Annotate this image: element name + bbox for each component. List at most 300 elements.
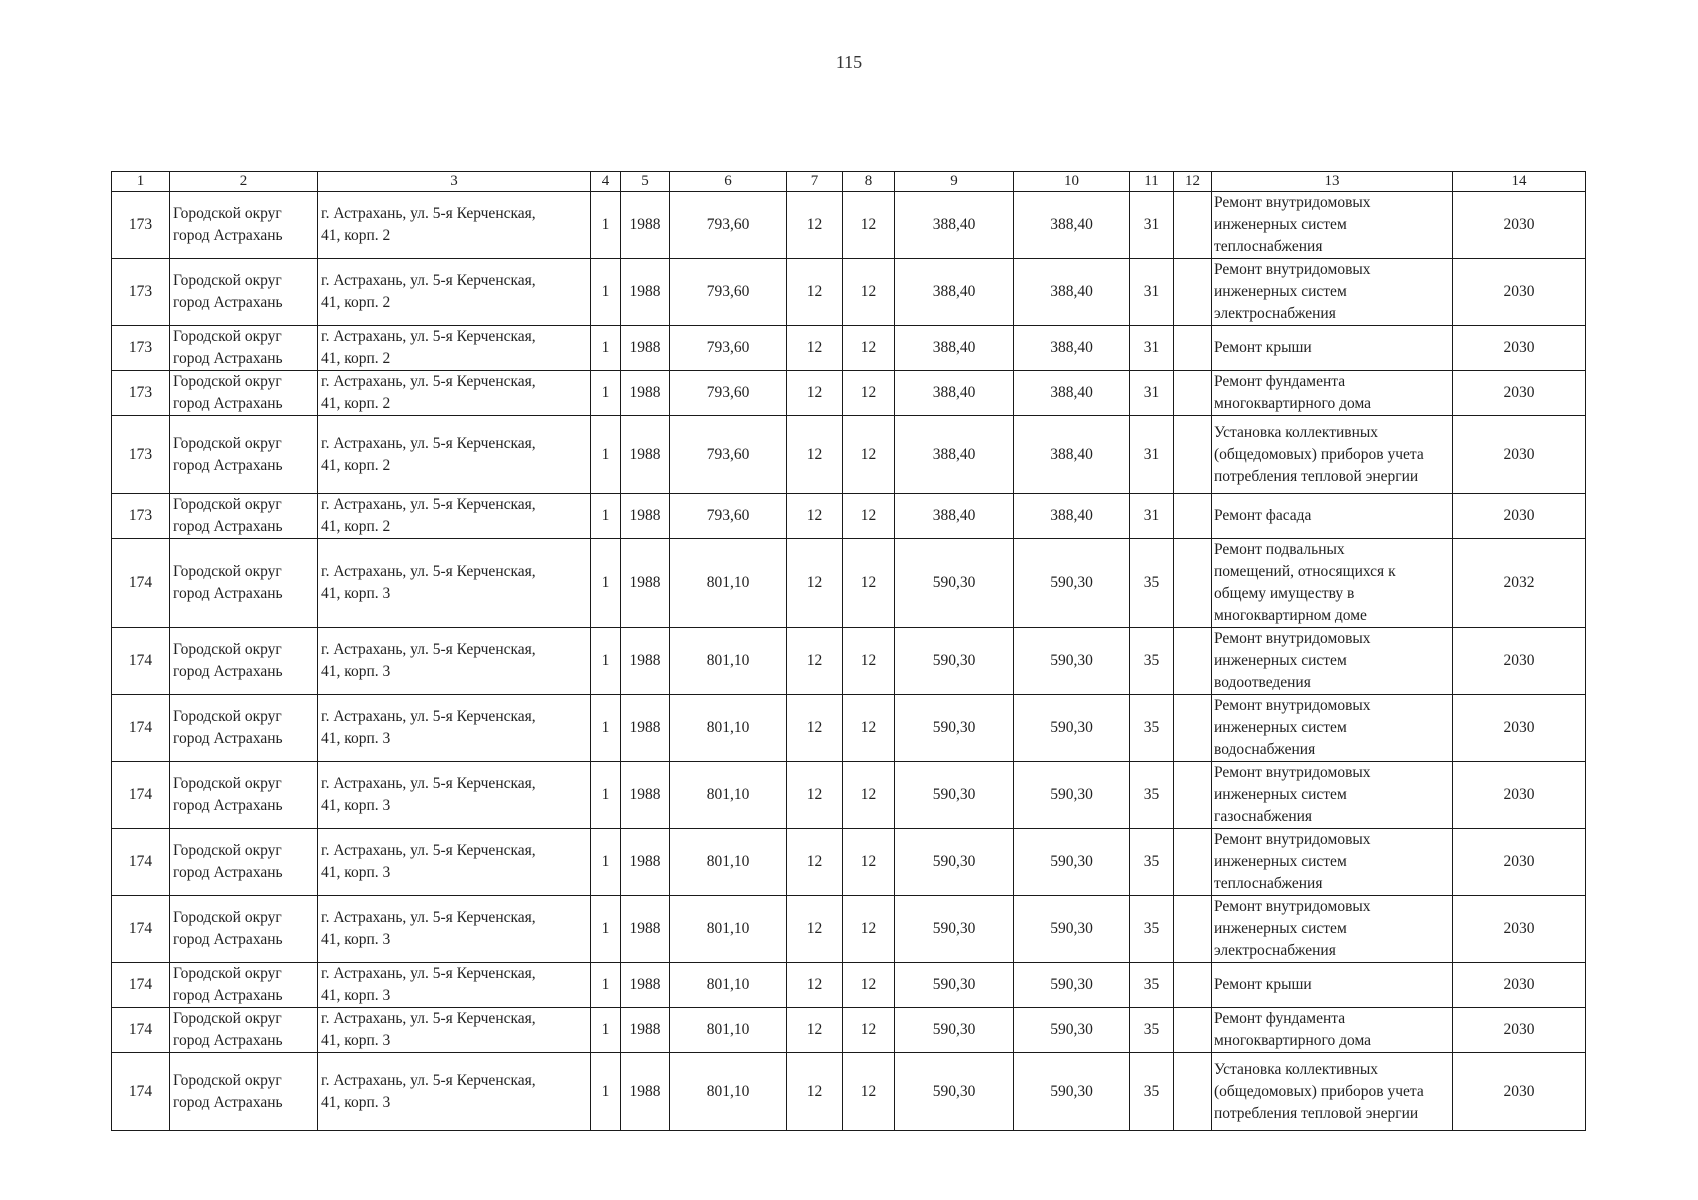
municipality-cell bbox=[170, 326, 318, 371]
cell-line: Городской округ bbox=[173, 775, 282, 792]
cell-line: 41, корп. 3 bbox=[321, 931, 391, 948]
table-row bbox=[112, 695, 1586, 762]
cell-line: Ремонт внутридомовых bbox=[1214, 831, 1371, 848]
cell-line: инженерных систем bbox=[1214, 283, 1347, 300]
col-11-cell: 35 bbox=[1130, 1053, 1174, 1131]
cell-line: 41, корп. 2 bbox=[321, 518, 391, 535]
cell-line: город Астрахань bbox=[173, 1093, 283, 1111]
table-row bbox=[112, 963, 1586, 1008]
column-header-2: 2 bbox=[170, 172, 318, 192]
table-row bbox=[112, 494, 1586, 539]
cell-line: Ремонт внутридомовых bbox=[1214, 898, 1371, 915]
cell-line: инженерных систем bbox=[1214, 786, 1347, 803]
col-10-cell: 590,30 bbox=[1014, 896, 1130, 963]
cell-line: Установка коллективных bbox=[1214, 423, 1379, 441]
col-7-cell: 12 bbox=[787, 494, 843, 539]
col-8-cell: 12 bbox=[843, 371, 895, 416]
address-cell bbox=[318, 1053, 591, 1131]
cell-line: г. Астрахань, ул. 5-я Керченская, bbox=[321, 272, 536, 289]
municipality-cell bbox=[170, 259, 318, 326]
year-cell: 1988 bbox=[621, 1008, 670, 1053]
cell-line: город Астрахань bbox=[173, 227, 283, 244]
planned-year-cell: 2030 bbox=[1453, 192, 1586, 259]
cell-line: г. Астрахань, ул. 5-я Керченская, bbox=[321, 496, 536, 513]
total-area-cell: 801,10 bbox=[670, 1008, 787, 1053]
col-11-cell: 35 bbox=[1130, 539, 1174, 628]
col-4-cell: 1 bbox=[591, 628, 621, 695]
cell-line: помещений, относящихся к bbox=[1214, 563, 1396, 580]
col-11-cell: 35 bbox=[1130, 896, 1174, 963]
cell-line: Городской округ bbox=[173, 641, 282, 658]
col-4-cell: 1 bbox=[591, 192, 621, 259]
cell-line: инженерных систем bbox=[1214, 853, 1347, 870]
planned-year-cell: 2030 bbox=[1453, 762, 1586, 829]
col-7-cell: 12 bbox=[787, 829, 843, 896]
col-8-cell: 12 bbox=[843, 829, 895, 896]
col-10-cell: 388,40 bbox=[1014, 371, 1130, 416]
total-area-cell: 801,10 bbox=[670, 628, 787, 695]
work-type-cell bbox=[1212, 1053, 1453, 1131]
col-10-cell: 388,40 bbox=[1014, 326, 1130, 371]
col-8-cell: 12 bbox=[843, 896, 895, 963]
cell-line: Городской округ bbox=[173, 1071, 282, 1089]
col-11-cell: 31 bbox=[1130, 326, 1174, 371]
address-cell bbox=[318, 695, 591, 762]
cell-line: 41, корп. 2 bbox=[321, 227, 391, 244]
address-cell bbox=[318, 192, 591, 259]
row-number-cell: 174 bbox=[112, 1053, 170, 1131]
work-type-cell bbox=[1212, 326, 1453, 371]
col-8-cell: 12 bbox=[843, 695, 895, 762]
work-type-cell bbox=[1212, 829, 1453, 896]
total-area-cell: 801,10 bbox=[670, 829, 787, 896]
cell-line: (общедомовых) приборов учета bbox=[1214, 1082, 1424, 1100]
address-cell bbox=[318, 259, 591, 326]
column-header-6: 6 bbox=[670, 172, 787, 192]
table-header bbox=[112, 172, 1586, 192]
table-row bbox=[112, 192, 1586, 259]
col-11-cell: 31 bbox=[1130, 494, 1174, 539]
col-9-cell: 388,40 bbox=[895, 416, 1014, 494]
work-type-cell bbox=[1212, 628, 1453, 695]
cell-line: Ремонт крыши bbox=[1214, 976, 1312, 993]
municipality-cell bbox=[170, 695, 318, 762]
cell-line: Городской округ bbox=[173, 1010, 282, 1027]
cell-line: Городской округ bbox=[173, 205, 282, 222]
col-4-cell: 1 bbox=[591, 494, 621, 539]
cell-line: Установка коллективных bbox=[1214, 1060, 1379, 1078]
col-7-cell: 12 bbox=[787, 539, 843, 628]
row-number-cell: 174 bbox=[112, 1008, 170, 1053]
cell-line: инженерных систем bbox=[1214, 920, 1347, 937]
column-header-3: 3 bbox=[318, 172, 591, 192]
cell-line: Городской округ bbox=[173, 434, 282, 452]
address-cell bbox=[318, 829, 591, 896]
col-7-cell: 12 bbox=[787, 259, 843, 326]
address-cell bbox=[318, 326, 591, 371]
col-10-cell: 590,30 bbox=[1014, 762, 1130, 829]
col-10-cell: 590,30 bbox=[1014, 628, 1130, 695]
cell-line: Ремонт фасада bbox=[1214, 507, 1312, 524]
cell-line: общему имуществу в bbox=[1214, 585, 1355, 602]
col-8-cell: 12 bbox=[843, 762, 895, 829]
cell-line: г. Астрахань, ул. 5-я Керченская, bbox=[321, 434, 536, 452]
cell-line: г. Астрахань, ул. 5-я Керченская, bbox=[321, 909, 536, 926]
year-cell: 1988 bbox=[621, 628, 670, 695]
table-row bbox=[112, 829, 1586, 896]
col-10-cell: 590,30 bbox=[1014, 695, 1130, 762]
row-number-cell: 173 bbox=[112, 371, 170, 416]
cell-line: (общедомовых) приборов учета bbox=[1214, 445, 1424, 463]
year-cell: 1988 bbox=[621, 416, 670, 494]
col-7-cell: 12 bbox=[787, 371, 843, 416]
column-header-5: 5 bbox=[621, 172, 670, 192]
address-cell bbox=[318, 539, 591, 628]
col-4-cell: 1 bbox=[591, 326, 621, 371]
total-area-cell: 801,10 bbox=[670, 695, 787, 762]
column-header-13: 13 bbox=[1212, 172, 1453, 192]
cell-line: Городской округ bbox=[173, 373, 282, 390]
cell-line: город Астрахань bbox=[173, 663, 283, 680]
col-10-cell: 590,30 bbox=[1014, 539, 1130, 628]
address-cell bbox=[318, 371, 591, 416]
cell-line: г. Астрахань, ул. 5-я Керченская, bbox=[321, 1010, 536, 1027]
year-cell: 1988 bbox=[621, 896, 670, 963]
cell-line: 41, корп. 2 bbox=[321, 456, 391, 474]
col-10-cell: 388,40 bbox=[1014, 416, 1130, 494]
total-area-cell: 801,10 bbox=[670, 539, 787, 628]
work-type-cell bbox=[1212, 963, 1453, 1008]
cell-line: Ремонт внутридомовых bbox=[1214, 697, 1371, 714]
row-number-cell: 174 bbox=[112, 896, 170, 963]
planned-year-cell: 2030 bbox=[1453, 695, 1586, 762]
planned-year-cell: 2030 bbox=[1453, 829, 1586, 896]
year-cell: 1988 bbox=[621, 695, 670, 762]
cell-line: г. Астрахань, ул. 5-я Керченская, bbox=[321, 708, 536, 725]
total-area-cell: 793,60 bbox=[670, 416, 787, 494]
year-cell: 1988 bbox=[621, 192, 670, 259]
municipality-cell bbox=[170, 416, 318, 494]
planned-year-cell: 2030 bbox=[1453, 963, 1586, 1008]
cell-line: Ремонт фундамента bbox=[1214, 373, 1346, 390]
col-7-cell: 12 bbox=[787, 695, 843, 762]
cell-line: Городской округ bbox=[173, 708, 282, 725]
work-type-cell bbox=[1212, 416, 1453, 494]
cell-line: Городской округ bbox=[173, 563, 282, 580]
address-cell bbox=[318, 896, 591, 963]
cell-line: газоснабжения bbox=[1214, 808, 1313, 825]
col-4-cell: 1 bbox=[591, 695, 621, 762]
municipality-cell bbox=[170, 963, 318, 1008]
col-9-cell: 590,30 bbox=[895, 628, 1014, 695]
col-8-cell: 12 bbox=[843, 192, 895, 259]
cell-line: электроснабжения bbox=[1214, 305, 1336, 322]
column-header-10: 10 bbox=[1014, 172, 1130, 192]
work-type-cell bbox=[1212, 695, 1453, 762]
col-11-cell: 35 bbox=[1130, 695, 1174, 762]
col-11-cell: 31 bbox=[1130, 259, 1174, 326]
cell-line: город Астрахань bbox=[173, 987, 283, 1004]
col-12-cell bbox=[1174, 963, 1212, 1008]
address-cell bbox=[318, 628, 591, 695]
col-7-cell: 12 bbox=[787, 1053, 843, 1131]
municipality-cell bbox=[170, 628, 318, 695]
total-area-cell: 793,60 bbox=[670, 259, 787, 326]
col-7-cell: 12 bbox=[787, 192, 843, 259]
cell-line: инженерных систем bbox=[1214, 216, 1347, 233]
column-header-8: 8 bbox=[843, 172, 895, 192]
col-11-cell: 35 bbox=[1130, 829, 1174, 896]
planned-year-cell: 2030 bbox=[1453, 1053, 1586, 1131]
cell-line: 41, корп. 3 bbox=[321, 585, 391, 602]
cell-line: 41, корп. 3 bbox=[321, 663, 391, 680]
total-area-cell: 793,60 bbox=[670, 371, 787, 416]
work-type-cell bbox=[1212, 1008, 1453, 1053]
col-9-cell: 590,30 bbox=[895, 539, 1014, 628]
cell-line: город Астрахань bbox=[173, 456, 283, 474]
total-area-cell: 793,60 bbox=[670, 494, 787, 539]
planned-year-cell: 2032 bbox=[1453, 539, 1586, 628]
cell-line: инженерных систем bbox=[1214, 719, 1347, 736]
cell-line: водоотведения bbox=[1214, 674, 1311, 691]
table-row bbox=[112, 896, 1586, 963]
total-area-cell: 793,60 bbox=[670, 192, 787, 259]
planned-year-cell: 2030 bbox=[1453, 1008, 1586, 1053]
municipality-cell bbox=[170, 494, 318, 539]
cell-line: Ремонт фундамента bbox=[1214, 1010, 1346, 1027]
col-9-cell: 388,40 bbox=[895, 494, 1014, 539]
municipality-cell bbox=[170, 1053, 318, 1131]
col-4-cell: 1 bbox=[591, 416, 621, 494]
col-10-cell: 388,40 bbox=[1014, 259, 1130, 326]
col-7-cell: 12 bbox=[787, 896, 843, 963]
col-12-cell bbox=[1174, 762, 1212, 829]
col-8-cell: 12 bbox=[843, 259, 895, 326]
col-10-cell: 590,30 bbox=[1014, 963, 1130, 1008]
col-8-cell: 12 bbox=[843, 416, 895, 494]
cell-line: 41, корп. 3 bbox=[321, 1093, 391, 1111]
col-12-cell bbox=[1174, 371, 1212, 416]
year-cell: 1988 bbox=[621, 494, 670, 539]
cell-line: г. Астрахань, ул. 5-я Керченская, bbox=[321, 775, 536, 792]
cell-line: Городской округ bbox=[173, 496, 282, 513]
col-12-cell bbox=[1174, 259, 1212, 326]
col-12-cell bbox=[1174, 416, 1212, 494]
work-type-cell bbox=[1212, 896, 1453, 963]
col-7-cell: 12 bbox=[787, 326, 843, 371]
col-11-cell: 31 bbox=[1130, 416, 1174, 494]
cell-line: многоквартирного дома bbox=[1214, 395, 1372, 412]
work-type-cell bbox=[1212, 192, 1453, 259]
year-cell: 1988 bbox=[621, 539, 670, 628]
planned-year-cell: 2030 bbox=[1453, 628, 1586, 695]
row-number-cell: 174 bbox=[112, 829, 170, 896]
col-9-cell: 590,30 bbox=[895, 829, 1014, 896]
row-number-cell: 174 bbox=[112, 539, 170, 628]
cell-line: теплоснабжения bbox=[1214, 875, 1323, 892]
col-4-cell: 1 bbox=[591, 259, 621, 326]
col-11-cell: 35 bbox=[1130, 963, 1174, 1008]
col-7-cell: 12 bbox=[787, 762, 843, 829]
col-7-cell: 12 bbox=[787, 1008, 843, 1053]
cell-line: 41, корп. 3 bbox=[321, 730, 391, 747]
municipality-cell bbox=[170, 192, 318, 259]
municipality-cell bbox=[170, 371, 318, 416]
address-cell bbox=[318, 416, 591, 494]
col-12-cell bbox=[1174, 494, 1212, 539]
cell-line: 41, корп. 2 bbox=[321, 395, 391, 412]
total-area-cell: 801,10 bbox=[670, 762, 787, 829]
cell-line: город Астрахань bbox=[173, 797, 283, 814]
col-10-cell: 388,40 bbox=[1014, 192, 1130, 259]
row-number-cell: 174 bbox=[112, 628, 170, 695]
cell-line: водоснабжения bbox=[1214, 741, 1316, 758]
municipality-cell bbox=[170, 539, 318, 628]
col-4-cell: 1 bbox=[591, 762, 621, 829]
column-header-4: 4 bbox=[591, 172, 621, 192]
col-11-cell: 35 bbox=[1130, 762, 1174, 829]
cell-line: город Астрахань bbox=[173, 1032, 283, 1049]
cell-line: потребления тепловой энергии bbox=[1214, 467, 1419, 485]
cell-line: Городской округ bbox=[173, 328, 282, 345]
table-row bbox=[112, 539, 1586, 628]
address-cell bbox=[318, 494, 591, 539]
work-type-cell bbox=[1212, 371, 1453, 416]
total-area-cell: 793,60 bbox=[670, 326, 787, 371]
year-cell: 1988 bbox=[621, 963, 670, 1008]
cell-line: город Астрахань bbox=[173, 585, 283, 602]
table-row bbox=[112, 762, 1586, 829]
cell-line: город Астрахань bbox=[173, 395, 283, 412]
col-9-cell: 388,40 bbox=[895, 371, 1014, 416]
col-12-cell bbox=[1174, 539, 1212, 628]
col-9-cell: 388,40 bbox=[895, 192, 1014, 259]
total-area-cell: 801,10 bbox=[670, 963, 787, 1008]
cell-line: Ремонт внутридомовых bbox=[1214, 630, 1371, 647]
cell-line: город Астрахань bbox=[173, 730, 283, 747]
column-header-12: 12 bbox=[1174, 172, 1212, 192]
col-10-cell: 590,30 bbox=[1014, 1053, 1130, 1131]
cell-line: 41, корп. 3 bbox=[321, 864, 391, 881]
total-area-cell: 801,10 bbox=[670, 1053, 787, 1131]
col-10-cell: 590,30 bbox=[1014, 829, 1130, 896]
cell-line: город Астрахань bbox=[173, 931, 283, 948]
cell-line: электроснабжения bbox=[1214, 942, 1336, 959]
row-number-cell: 174 bbox=[112, 963, 170, 1008]
col-4-cell: 1 bbox=[591, 539, 621, 628]
col-11-cell: 31 bbox=[1130, 371, 1174, 416]
planned-year-cell: 2030 bbox=[1453, 494, 1586, 539]
col-8-cell: 12 bbox=[843, 628, 895, 695]
column-header-7: 7 bbox=[787, 172, 843, 192]
work-type-cell bbox=[1212, 539, 1453, 628]
municipality-cell bbox=[170, 762, 318, 829]
address-cell bbox=[318, 963, 591, 1008]
cell-line: г. Астрахань, ул. 5-я Керченская, bbox=[321, 205, 536, 222]
col-11-cell: 35 bbox=[1130, 1008, 1174, 1053]
col-7-cell: 12 bbox=[787, 628, 843, 695]
col-9-cell: 590,30 bbox=[895, 762, 1014, 829]
cell-line: г. Астрахань, ул. 5-я Керченская, bbox=[321, 563, 536, 580]
col-9-cell: 590,30 bbox=[895, 1053, 1014, 1131]
year-cell: 1988 bbox=[621, 829, 670, 896]
col-4-cell: 1 bbox=[591, 829, 621, 896]
cell-line: Ремонт внутридомовых bbox=[1214, 194, 1371, 211]
cell-line: теплоснабжения bbox=[1214, 238, 1323, 255]
column-header-9: 9 bbox=[895, 172, 1014, 192]
year-cell: 1988 bbox=[621, 371, 670, 416]
total-area-cell: 801,10 bbox=[670, 896, 787, 963]
municipality-cell bbox=[170, 1008, 318, 1053]
year-cell: 1988 bbox=[621, 326, 670, 371]
year-cell: 1988 bbox=[621, 1053, 670, 1131]
col-4-cell: 1 bbox=[591, 371, 621, 416]
table-row bbox=[112, 259, 1586, 326]
col-9-cell: 388,40 bbox=[895, 326, 1014, 371]
col-9-cell: 590,30 bbox=[895, 963, 1014, 1008]
col-11-cell: 35 bbox=[1130, 628, 1174, 695]
table-row bbox=[112, 1053, 1586, 1131]
cell-line: инженерных систем bbox=[1214, 652, 1347, 669]
col-4-cell: 1 bbox=[591, 963, 621, 1008]
table-row bbox=[112, 416, 1586, 494]
col-12-cell bbox=[1174, 1008, 1212, 1053]
municipality-cell bbox=[170, 896, 318, 963]
row-number-cell: 174 bbox=[112, 762, 170, 829]
table-row bbox=[112, 1008, 1586, 1053]
col-8-cell: 12 bbox=[843, 539, 895, 628]
col-9-cell: 590,30 bbox=[895, 1008, 1014, 1053]
col-11-cell: 31 bbox=[1130, 192, 1174, 259]
cell-line: потребления тепловой энергии bbox=[1214, 1104, 1419, 1122]
cell-line: многоквартирного дома bbox=[1214, 1032, 1372, 1049]
work-type-cell bbox=[1212, 259, 1453, 326]
address-cell bbox=[318, 762, 591, 829]
col-7-cell: 12 bbox=[787, 963, 843, 1008]
planned-year-cell: 2030 bbox=[1453, 259, 1586, 326]
col-9-cell: 590,30 bbox=[895, 695, 1014, 762]
cell-line: 41, корп. 3 bbox=[321, 797, 391, 814]
cell-line: г. Астрахань, ул. 5-я Керченская, bbox=[321, 1071, 536, 1089]
col-9-cell: 590,30 bbox=[895, 896, 1014, 963]
cell-line: г. Астрахань, ул. 5-я Керченская, bbox=[321, 373, 536, 390]
planned-year-cell: 2030 bbox=[1453, 896, 1586, 963]
column-header-14: 14 bbox=[1453, 172, 1586, 192]
cell-line: город Астрахань bbox=[173, 350, 283, 367]
cell-line: Городской округ bbox=[173, 272, 282, 289]
col-4-cell: 1 bbox=[591, 1053, 621, 1131]
table-row bbox=[112, 628, 1586, 695]
col-12-cell bbox=[1174, 829, 1212, 896]
row-number-cell: 173 bbox=[112, 259, 170, 326]
table-body bbox=[112, 192, 1586, 1131]
column-number-row bbox=[112, 172, 1586, 192]
cell-line: Ремонт внутридомовых bbox=[1214, 261, 1371, 278]
cell-line: Ремонт подвальных bbox=[1214, 541, 1345, 558]
table-row bbox=[112, 326, 1586, 371]
cell-line: г. Астрахань, ул. 5-я Керченская, bbox=[321, 328, 536, 345]
cell-line: город Астрахань bbox=[173, 294, 283, 311]
table-row bbox=[112, 371, 1586, 416]
cell-line: 41, корп. 2 bbox=[321, 350, 391, 367]
column-header-1: 1 bbox=[112, 172, 170, 192]
col-8-cell: 12 bbox=[843, 494, 895, 539]
row-number-cell: 173 bbox=[112, 494, 170, 539]
cell-line: 41, корп. 3 bbox=[321, 1032, 391, 1049]
col-12-cell bbox=[1174, 628, 1212, 695]
cell-line: 41, корп. 3 bbox=[321, 987, 391, 1004]
planned-year-cell: 2030 bbox=[1453, 371, 1586, 416]
